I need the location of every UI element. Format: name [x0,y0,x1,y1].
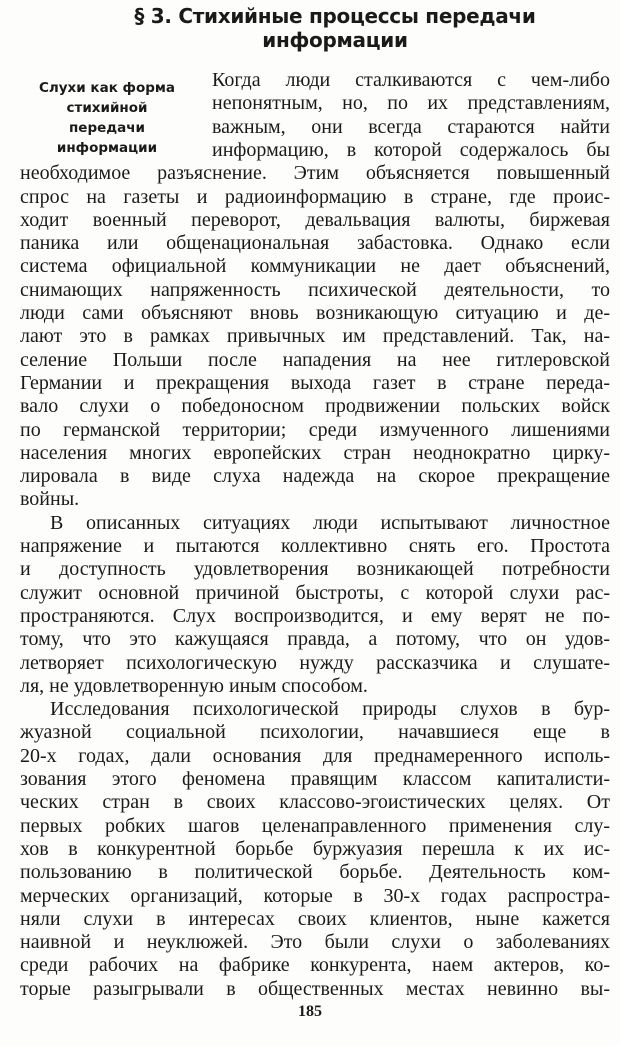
text-line: хов в конкурентной борьбе буржуазия перешла к их ис- [20,837,610,860]
text-line: В описанных ситуациях люди испытывают личностное [50,511,610,534]
text-line: няли слухи в интересах своих клиентов, ныне кажется [20,907,610,930]
text-line: войны. [20,488,80,511]
text-line: напряжение и пытаются коллективно снять его. Простота [20,535,610,557]
text-line: первых робких шагов целенаправленного применения слу- [20,814,610,837]
text-line: необходимое разъяснение. Этим объясняется повышенный [20,162,610,185]
text-line: и доступность удовлетворения возникающей потребности [20,558,610,581]
margin-note-line: стихийной [66,100,148,116]
text-line: Когда люди сталкиваются с чем-либо [212,69,610,91]
section-heading [120,4,550,52]
margin-note-line: передачи [68,120,146,136]
text-line: ходит военный переворот, девальвация валюты, биржевая [20,208,610,231]
text-line: мерческих организаций, которые в 30-х годах распростра- [20,884,610,907]
text-line: служит основной причиной быстроты, с которой слухи рас- [20,581,610,604]
text-line: среди рабочих на фабрике конкурента, наем актеров, ко- [20,954,610,977]
text-line: тому, что это кажущаяся правда, а потому, что он удов- [20,628,610,651]
text-line: люди сами объясняют вновь возникающую ситуацию и де- [20,302,610,324]
text-line: зования этого феномена правящим классом капиталисти- [20,768,610,790]
margin-note [26,78,188,158]
text-line: населения многих европейских стран неоднократно цирку- [20,441,610,464]
section-heading-line: информации [262,28,408,52]
margin-note-line: информации [56,140,158,156]
text-line: система официальной коммуникации не дает объяснений, [20,255,610,278]
text-line: по германской территории; среди измученного лишениями [20,418,610,441]
text-line: Германии и прекращения выхода газет в стране переда- [20,371,610,394]
text-line: непонятным, но, по их представлениям, [212,92,610,115]
text-line: пространяются. Слух воспроизводится, и ему верят не по- [20,604,610,627]
text-line: Исследования психологической природы слухов в бур- [50,698,610,721]
text-line: спрос на газеты и радиоинформацию в стране, где проис- [20,185,610,208]
text-line: вало слухи о победоносном продвижении польских войск [20,395,610,418]
text-line: селение Польши после нападения на нее гитлеровской [20,348,610,371]
section-heading-line: § 3. Стихийные процессы передачи [134,4,536,28]
text-line: ля, не удовлетворенную иным способом. [20,674,368,697]
text-line: лировала в виде слуха надежда на скорое прекращение [20,465,610,488]
text-line: торые разыгрывали в общественных местах невинно вы- [20,977,610,1000]
page-number: 185 [298,1003,322,1020]
text-line: летворяет психологическую нужду рассказчика и слушате- [20,651,610,674]
text-line: ческих стран в своих классово-эгоистических целях. От [20,791,610,814]
text-line: наивной и неуклюжей. Это были слухи о заболеваниях [20,931,610,954]
text-line: паника или общенациональная забастовка. Однако если [20,232,610,255]
text-line: жуазной социальной психологии, начавшиеся еще в [20,721,610,744]
margin-note-line: Слухи как форма [38,80,176,96]
text-line: лают это в рамках привычных им представлений. Так, на- [20,325,610,348]
text-line: важным, они всегда стараются найти [212,115,610,138]
text-line: снимающих напряженность психической деятельности, то [20,278,610,301]
text-line: 20-х годах, дали основания для преднамеренного исполь- [20,744,610,767]
text-line: пользованию в политической борьбе. Деятельность ком- [20,861,610,884]
text-line: информацию, в которой содержалось бы [212,138,610,161]
